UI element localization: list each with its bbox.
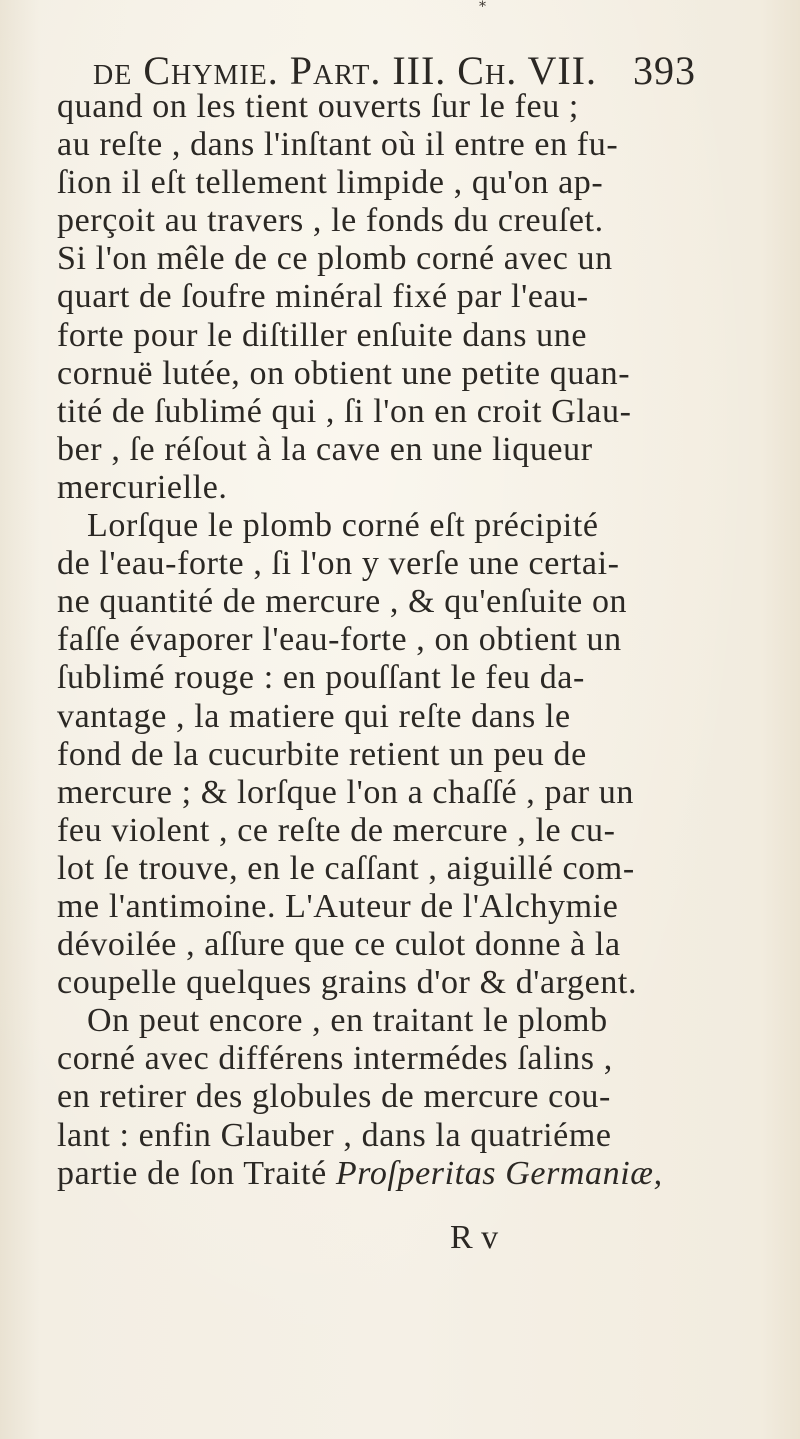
text-line-content: ne quantité de mercure , & qu'enſuite on — [57, 583, 628, 621]
text-line — [57, 774, 737, 812]
text-line — [57, 164, 737, 202]
text-line-content: fond de la cucurbite retient un peu de — [57, 735, 587, 773]
text-line — [57, 507, 737, 545]
text-line — [57, 1040, 737, 1078]
running-head: de Chymie. Part. III. Ch. VII. — [93, 48, 597, 93]
text-line — [57, 545, 737, 583]
text-line — [57, 736, 737, 774]
text-line — [57, 621, 737, 659]
text-line — [57, 1117, 737, 1155]
text-line — [57, 659, 737, 697]
text-line — [57, 202, 737, 240]
text-line — [57, 126, 737, 164]
text-line — [57, 1002, 737, 1040]
text-line-content: quand on les tient ouverts ſur le feu ; — [57, 88, 579, 125]
text-line-content: ber , ſe réſout à la cave en une liqueur — [57, 430, 593, 468]
text-line — [57, 355, 737, 393]
text-line — [57, 278, 737, 316]
text-line-content: perçoit au travers , le fonds du creuſet. — [57, 202, 604, 240]
text-line — [57, 317, 737, 355]
text-line-content: feu violent , ce reſte de mercure , le cu- — [57, 811, 616, 849]
text-line — [57, 583, 737, 621]
text-line-content: lant : enfin Glauber , dans la quatriéme — [57, 1116, 612, 1154]
text-line — [57, 926, 737, 964]
italic-title: Proſperitas Germaniæ, — [335, 1154, 663, 1192]
page-number: 393 — [633, 48, 696, 93]
text-line-content: cornuë lutée, on obtient une petite quan- — [57, 354, 631, 392]
text-line — [57, 88, 737, 126]
text-line-content: de l'eau-forte , ſi l'on y verſe une certai- — [57, 545, 620, 583]
text-line-content: au reſte , dans l'inſtant où il entre en fu- — [57, 126, 619, 164]
text-line — [57, 888, 737, 926]
text-line — [57, 964, 737, 1002]
catchword: R v — [450, 1219, 499, 1256]
text-line — [57, 812, 737, 850]
text-line — [57, 469, 737, 507]
text-line-content: quart de ſoufre minéral fixé par l'eau- — [57, 278, 589, 316]
text-line-content: mercure ; & lorſque l'on a chaſſé , par un — [57, 773, 635, 811]
text-line-content: tité de ſublimé qui , ſi l'on en croit Glau- — [57, 392, 632, 430]
text-line-content: en retirer des globules de mercure cou- — [57, 1078, 611, 1116]
text-line-content: ſion il eſt tellement limpide , qu'on ap- — [57, 164, 604, 202]
signature-mark: * — [479, 0, 486, 15]
text-line — [57, 698, 737, 736]
text-line — [57, 240, 737, 278]
text-line-content: On peut encore , en traitant le plomb — [87, 1002, 608, 1040]
text-line-content: faſſe évaporer l'eau-forte , on obtient un — [57, 621, 622, 659]
text-line-content: ſublimé rouge : en pouſſant le feu da- — [57, 659, 585, 697]
text-line — [57, 393, 737, 431]
text-line-content: Lorſque le plomb corné eſt précipité — [87, 507, 599, 545]
text-line-content: forte pour le diſtiller enſuite dans une — [57, 316, 588, 354]
text-line — [57, 1155, 737, 1193]
text-line — [57, 850, 737, 888]
body-text — [57, 88, 737, 1193]
text-line-content: lot ſe trouve, en le caſſant , aiguillé com- — [57, 849, 635, 887]
text-line-content: corné avec différens intermédes ſalins , — [57, 1040, 613, 1078]
text-line-content: coupelle quelques grains d'or & d'argent. — [57, 964, 638, 1002]
text-line-content: mercurielle. — [57, 468, 228, 506]
text-line-content: vantage , la matiere qui reſte dans le — [57, 697, 571, 735]
text-line-content: partie de ſon Traité — [57, 1154, 336, 1192]
text-line-content: me l'antimoine. L'Auteur de l'Alchymie — [57, 887, 619, 925]
text-line — [57, 431, 737, 469]
text-line-content: dévoilée , aſſure que ce culot donne à la — [57, 926, 621, 964]
text-line-content: Si l'on mêle de ce plomb corné avec un — [57, 240, 613, 278]
text-line — [57, 1078, 737, 1116]
